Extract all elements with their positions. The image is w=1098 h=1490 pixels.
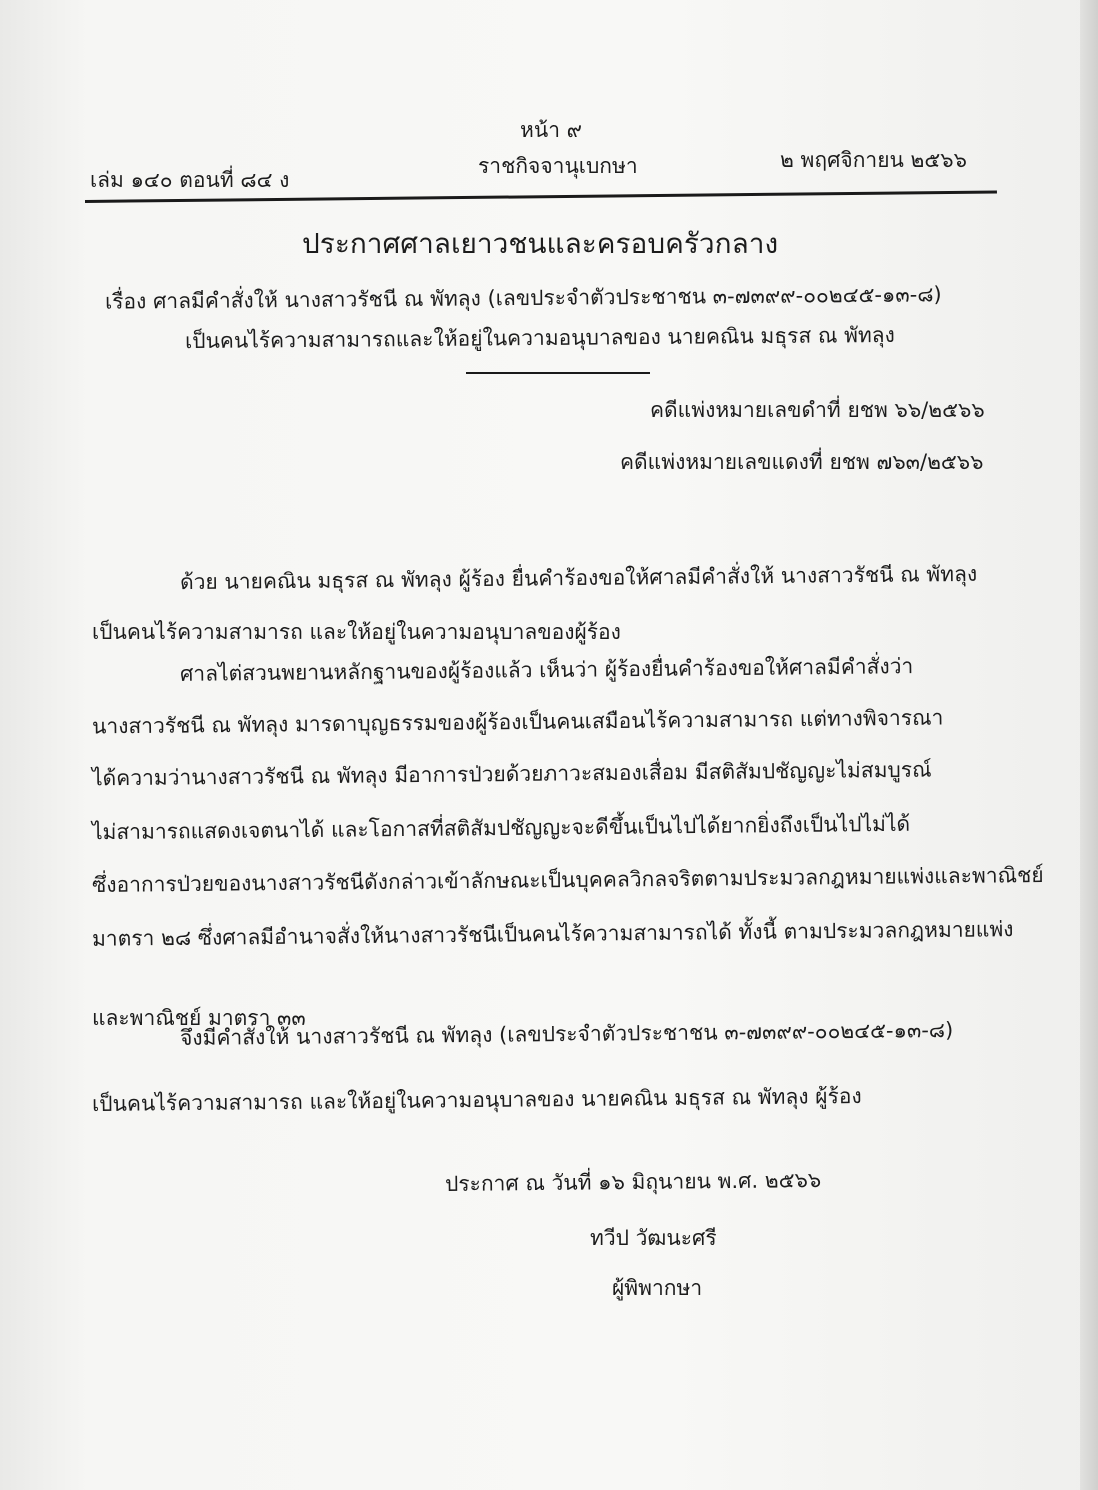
body-line: เป็นคนไร้ความสามารถ และให้อยู่ในความอนุบาลของผู้ร้อง <box>92 620 621 644</box>
signatory-name: ทวีป วัฒนะศรี <box>590 1226 717 1250</box>
page-number: หน้า ๙ <box>520 118 583 142</box>
body-line: ซึ่งอาการป่วยของนางสาวรัชนีดังกล่าวเข้าลักษณะเป็นบุคคลวิกลจริตตามประมวลกฎหมายแพ่งและพาณิชย์ <box>91 863 1044 897</box>
header-rule <box>85 190 997 203</box>
announcement-date: ประกาศ ณ วันที่ ๑๖ มิถุนายน พ.ศ. ๒๕๖๖ <box>444 1168 822 1196</box>
publication-name: ราชกิจจานุเบกษา <box>478 154 638 178</box>
title-divider <box>466 372 650 374</box>
body-line: ได้ความว่านางสาวรัชนี ณ พัทลุง มีอาการป่วยด้วยภาวะสมองเสื่อม มีสติสัมปชัญญะไม่สมบูรณ์ <box>91 757 932 791</box>
signatory-position: ผู้พิพากษา <box>612 1276 703 1300</box>
body-line: และพาณิชย์ มาตรา ๓๓ <box>92 1006 306 1030</box>
subject-line-1: เรื่อง ศาลมีคำสั่งให้ นางสาวรัชนี ณ พัทลุง (เลขประจำตัวประชาชน ๓-๗๓๙๙-๐๐๒๔๕-๑๓-๘) <box>104 282 942 314</box>
body-line: ด้วย นายคณิน มธุรส ณ พัทลุง ผู้ร้อง ยื่นคำร้องขอให้ศาลมีคำสั่งให้ นางสาวรัชนี ณ พัทลุง <box>179 561 978 595</box>
body-line: เป็นคนไร้ความสามารถ และให้อยู่ในความอนุบาลของ นายคณิน มธุรส ณ พัทลุง ผู้ร้อง <box>91 1083 862 1117</box>
volume-info: เล่ม ๑๔๐ ตอนที่ ๘๔ ง <box>90 168 290 192</box>
black-case-number: คดีแพ่งหมายเลขดำที่ ยชพ ๖๖/๒๕๖๖ <box>650 398 985 422</box>
publication-date: ๒ พฤศจิกายน ๒๕๖๖ <box>780 148 967 172</box>
subject-line-2: เป็นคนไร้ความสามารถและให้อยู่ในความอนุบาลของ นายคณิน มธุรส ณ พัทลุง <box>184 322 895 354</box>
body-line: มาตรา ๒๘ ซึ่งศาลมีอำนาจสั่งให้นางสาวรัชนีเป็นคนไร้ความสามารถได้ ทั้งนี้ ตามประมวลกฎหมายแพ่ง <box>91 917 1014 951</box>
body-line: นางสาวรัชนี ณ พัทลุง มารดาบุญธรรมของผู้ร้องเป็นคนเสมือนไร้ความสามารถ แต่ทางพิจารณา <box>91 705 944 739</box>
body-line: ศาลไต่สวนพยานหลักฐานของผู้ร้องแล้ว เห็นว่า ผู้ร้องยื่นคำร้องขอให้ศาลมีคำสั่งว่า <box>179 654 914 686</box>
body-line: ไม่สามารถแสดงเจตนาได้ และโอกาสที่สติสัมปชัญญะจะดีขึ้นเป็นไปได้ยากยิ่งถึงเป็นไปไม่ได้ <box>91 811 911 845</box>
red-case-number: คดีแพ่งหมายเลขแดงที่ ยชพ ๗๖๓/๒๕๖๖ <box>620 450 984 474</box>
document-title: ประกาศศาลเยาวชนและครอบครัวกลาง <box>302 227 779 260</box>
body-line: จึงมีคำสั่งให้ นางสาวรัชนี ณ พัทลุง (เลขประจำตัวประชาชน ๓-๗๓๙๙-๐๐๒๔๕-๑๓-๘) <box>179 1017 954 1051</box>
page-edge <box>1080 0 1098 1490</box>
